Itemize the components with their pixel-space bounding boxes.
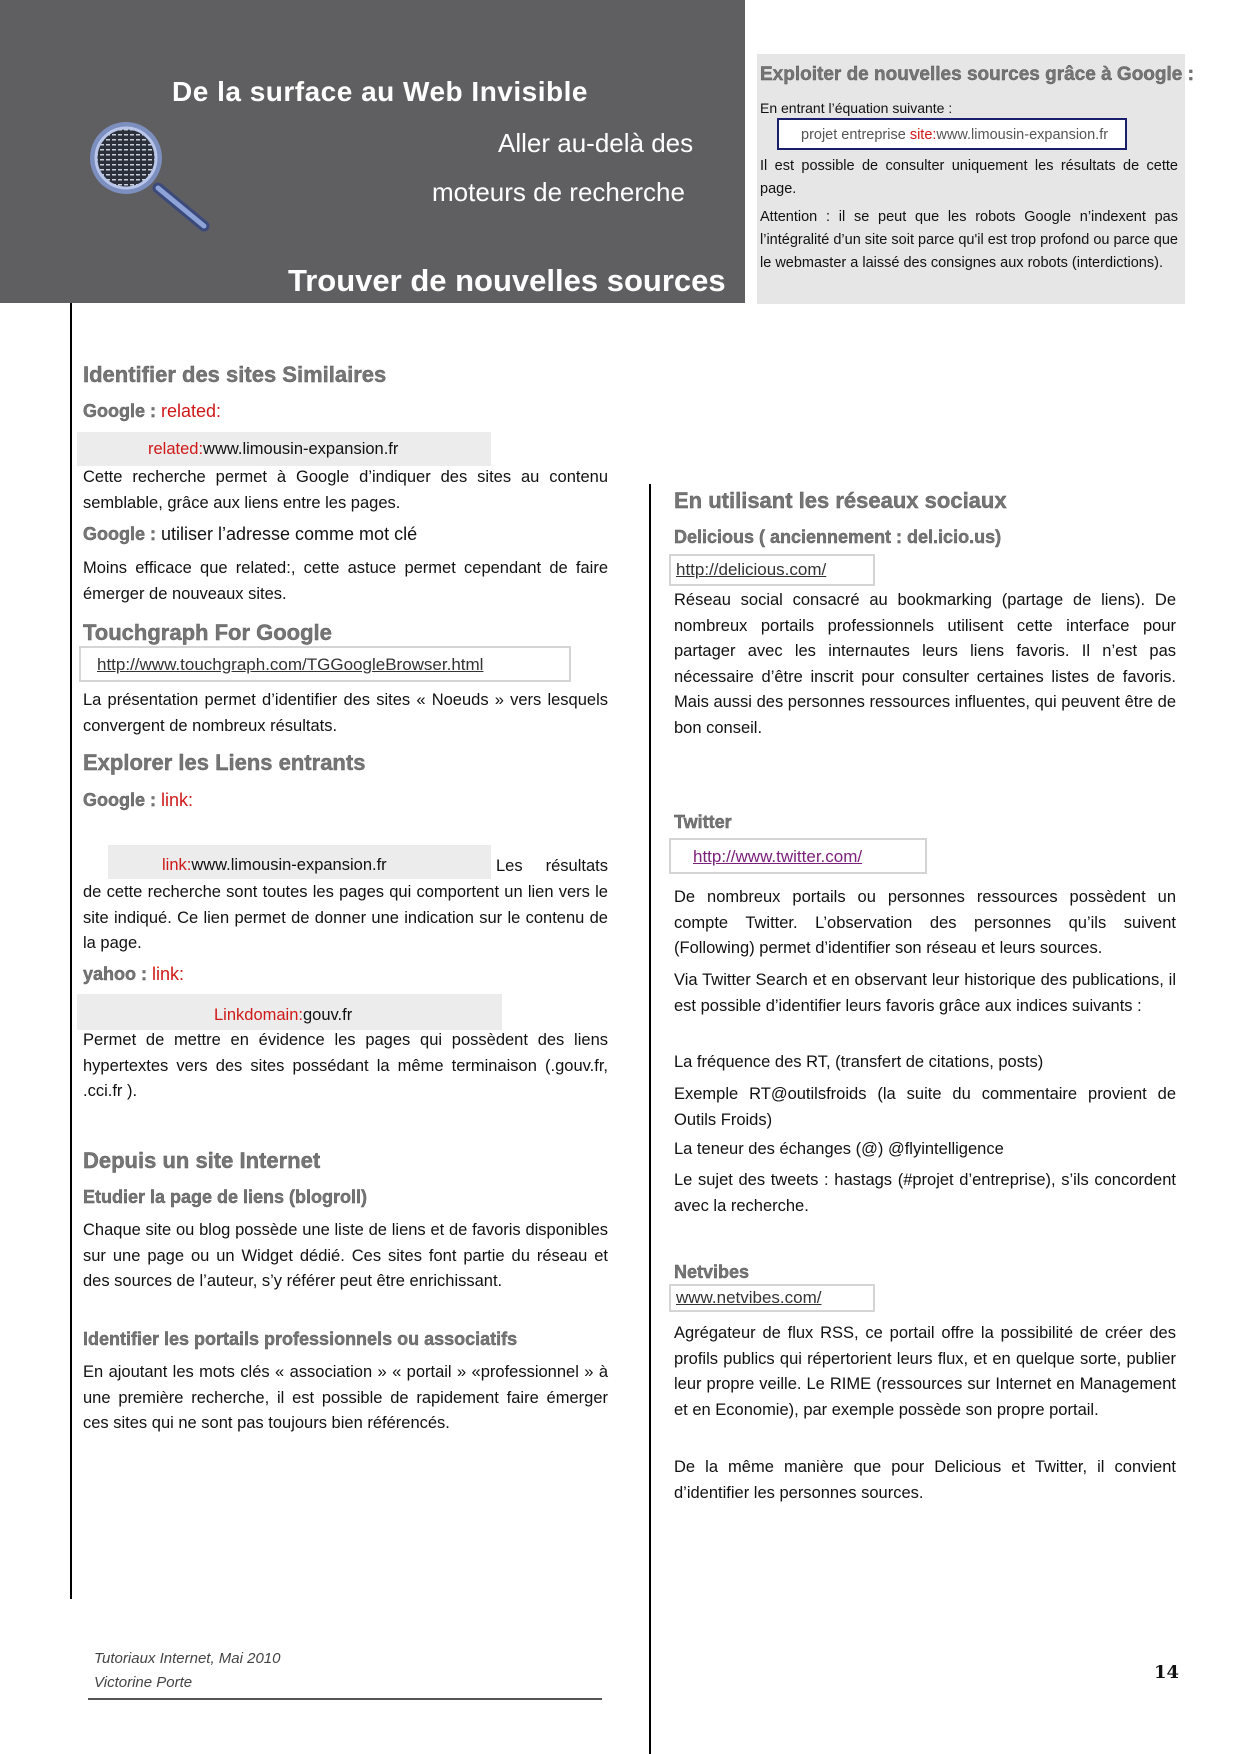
twitter-paragraph-6: Le sujet des tweets : hastags (#projet d’entreprise), s’ils concordent avec la recherche. bbox=[674, 1171, 1176, 1215]
operator-link: link: bbox=[152, 964, 185, 984]
heading-touchgraph: Touchgraph For Google bbox=[83, 620, 332, 645]
google-keyword-line bbox=[83, 524, 417, 545]
search-equation bbox=[777, 118, 1127, 150]
netvibes-paragraph-2: De la même manière que pour Delicious et Twitter, il convient d’identifier les personnes sources. bbox=[674, 1458, 1176, 1502]
google-label: Google : bbox=[83, 790, 161, 810]
delicious-link-box bbox=[669, 554, 875, 586]
info-box-title: Exploiter de nouvelles sources grâce à Google : bbox=[760, 64, 1194, 85]
subheading-portals: Identifier les portails professionnels ou associatifs bbox=[83, 1329, 518, 1349]
example-domain: gouv.fr bbox=[302, 1006, 353, 1024]
document-title: De la surface au Web Invisible bbox=[172, 76, 588, 107]
heading-social-networks: En utilisant les réseaux sociaux bbox=[674, 488, 1007, 513]
example-url: www.limousin-expansion.fr bbox=[203, 440, 399, 458]
subtitle-line-1: Aller au-delà des bbox=[498, 128, 694, 158]
netvibes-paragraph-1: Agrégateur de flux RSS, ce portail offre la possibilité de créer des profils publics qui répertorient leurs flux, et en quelque sorte, publier leur propre veille. Le RIME (ressources sur Internet en Management et en Economie), par exemple possède son propre portail. bbox=[674, 1324, 1176, 1419]
heading-website: Depuis un site Internet bbox=[83, 1148, 321, 1173]
operator-link: link: bbox=[161, 790, 194, 810]
subtitle-line-2: moteurs de recherche bbox=[432, 177, 685, 207]
netvibes-link-box bbox=[669, 1284, 875, 1312]
touchgraph-description: La présentation permet d’identifier des sites « Noeuds » vers lesquels convergent de nombreux résultats. bbox=[83, 691, 608, 735]
twitter-link-box bbox=[669, 838, 927, 874]
column-divider bbox=[649, 484, 651, 1754]
heading-delicious: Delicious ( anciennement : del.icio.us) bbox=[674, 527, 1002, 547]
info-box-paragraph-2: Attention : il se peut que les robots Google n’indexent pas l’intégralité d’un site soit parce qu'il est trop profond ou parce que le webmaster a laissé des consignes aux robots (interdictions). bbox=[760, 209, 1178, 271]
keyword-tip: utiliser l’adresse comme mot clé bbox=[161, 524, 418, 544]
example-operator: link: bbox=[162, 856, 192, 874]
footer-author: Victorine Porte bbox=[94, 1674, 193, 1691]
example-operator: Linkdomain: bbox=[214, 1006, 303, 1024]
yahoo-link-line bbox=[83, 964, 184, 985]
footer-publication: Tutoriaux Internet, Mai 2010 bbox=[94, 1650, 281, 1667]
google-label: Google : bbox=[83, 401, 161, 421]
google-link-line bbox=[83, 790, 193, 811]
section-title: Trouver de nouvelles sources bbox=[288, 263, 726, 298]
left-margin-rule bbox=[70, 303, 72, 1599]
blogroll-description: Chaque site ou blog possède une liste de liens et de favoris disponibles sur une page ou un Widget dédié. Ces sites font partie du réseau et des sources de l’auteur, s’y référer peut être enrichissant. bbox=[83, 1221, 608, 1290]
touchgraph-link-box bbox=[79, 646, 571, 682]
twitter-paragraph-4: Exemple RT@outilsfroids (la suite du commentaire provient de Outils Froids) bbox=[674, 1085, 1176, 1129]
operator-related: related: bbox=[161, 401, 222, 421]
example-link bbox=[108, 845, 491, 879]
info-box-intro: En entrant l’équation suivante : bbox=[760, 100, 953, 116]
twitter-paragraph-2: Via Twitter Search et en observant leur historique des publications, il est possible d’identifier leurs favoris grâce aux indices suivants : bbox=[674, 971, 1176, 1015]
inbound-text-start: Les résultats bbox=[496, 857, 608, 875]
twitter-link[interactable]: http://www.twitter.com/ bbox=[693, 847, 863, 866]
delicious-description: Réseau social consacré au bookmarking (partage de liens). De nombreux portails professionnels utilisent cette interface pour partager avec les internautes leurs liens favoris. Il n’est pas nécessaire d’être inscrit pour consulter certaines listes de favoris. Mais aussi des personnes ressources influentes, qui peuvent être de bon conseil. bbox=[674, 591, 1176, 737]
netvibes-link[interactable]: www.netvibes.com/ bbox=[676, 1288, 822, 1307]
example-linkdomain bbox=[77, 994, 502, 1030]
delicious-link[interactable]: http://delicious.com/ bbox=[676, 560, 827, 579]
heading-similar-sites: Identifier des sites Similaires bbox=[83, 362, 387, 387]
heading-netvibes: Netvibes bbox=[674, 1262, 750, 1282]
google-label: Google : bbox=[83, 524, 161, 544]
magnifier-icon bbox=[82, 118, 212, 233]
similar-description: Cette recherche permet à Google d’indiquer des sites au contenu semblable, grâce aux liens entre les pages. bbox=[83, 468, 608, 512]
example-url: www.limousin-expansion.fr bbox=[191, 856, 387, 874]
query-text: projet entreprise bbox=[801, 127, 910, 143]
twitter-paragraph-1: De nombreux portails ou personnes ressources possèdent un compte Twitter. L’observation des personnes qu’ils suivent (Following) permet d’identifier son réseau et leurs sources. bbox=[674, 888, 1176, 957]
yahoo-description: Permet de mettre en évidence les pages qui possèdent des liens hypertextes vers des sites possédant la même terminaison (.gouv.fr, .cci.fr ). bbox=[83, 1031, 608, 1100]
portals-description: En ajoutant les mots clés « association » « portail » «professionnel » à une première recherche, il est possible de rapidement faire émerger ces sites qui ne sont pas toujours bien référencés. bbox=[83, 1363, 608, 1432]
heading-twitter: Twitter bbox=[674, 812, 732, 832]
example-operator: related: bbox=[148, 440, 204, 458]
footer-rule bbox=[88, 1698, 602, 1700]
yahoo-label: yahoo : bbox=[83, 964, 153, 984]
touchgraph-link[interactable]: http://www.touchgraph.com/TGGoogleBrowser.html bbox=[97, 655, 484, 674]
page-number: 14 bbox=[1154, 1662, 1180, 1683]
keyword-description: Moins efficace que related:, cette astuce permet cependant de faire émerger de nouveaux sites. bbox=[83, 559, 608, 603]
query-url: www.limousin-expansion.fr bbox=[936, 127, 1109, 143]
google-related-line bbox=[83, 401, 221, 422]
subheading-blogroll: Etudier la page de liens (blogroll) bbox=[83, 1187, 368, 1207]
heading-inbound-links: Explorer les Liens entrants bbox=[83, 750, 366, 775]
info-box-paragraph-1: Il est possible de consulter uniquement les résultats de cette page. bbox=[760, 158, 1178, 197]
twitter-paragraph-5: La teneur des échanges (@) @flyintelligence bbox=[674, 1140, 1004, 1158]
twitter-paragraph-3: La fréquence des RT, (transfert de citations, posts) bbox=[674, 1053, 1044, 1071]
query-operator: site: bbox=[909, 127, 937, 143]
inbound-description: de cette recherche sont toutes les pages qui comportent un lien vers le site indiqué. Ce lien permet de donner une indication sur le contenu de la page. bbox=[83, 883, 608, 952]
example-related bbox=[77, 432, 491, 466]
